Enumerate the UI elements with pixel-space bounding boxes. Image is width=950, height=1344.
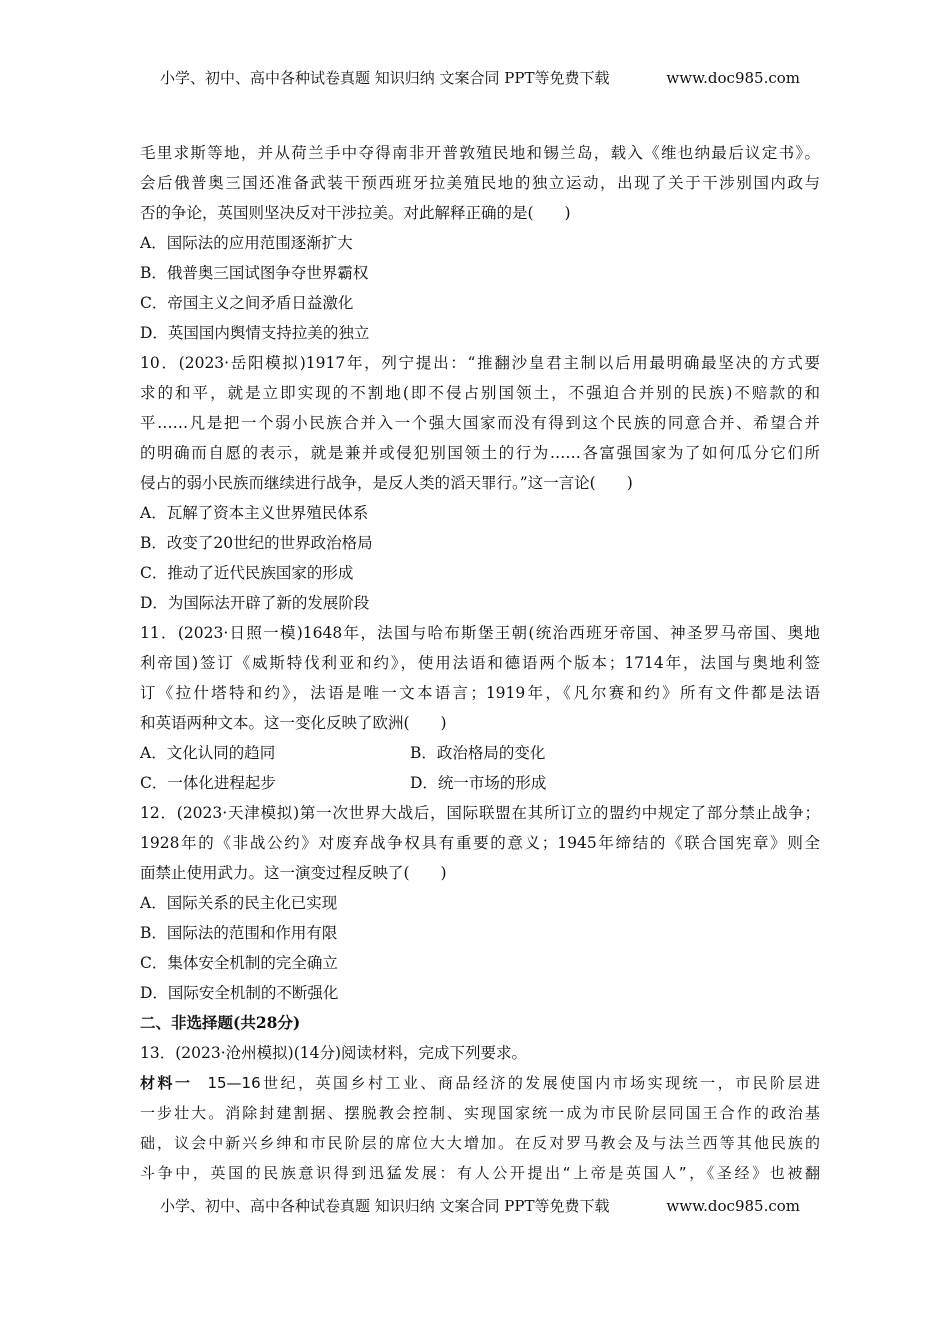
q12-line: 1928年的《非战公约》对废弃战争权具有重要的意义；1945年缔结的《联合国宪章》则全 [140, 834, 820, 852]
q13-line: 13．(2023·沧州模拟)(14分)阅读材料，完成下列要求。 [140, 1044, 528, 1062]
q11-line: 11．(2023·日照一模)1648年，法国与哈布斯堡王朝(统治西班牙帝国、神圣罗马帝国、奥地 [140, 624, 820, 642]
q10-option-c: C．推动了近代民族国家的形成 [140, 564, 354, 582]
section-title-text: 二、非选择题(共28分) [140, 1013, 301, 1032]
page-header [160, 69, 800, 87]
material-text: 15—16世纪，英国乡村工业、商品经济的发展使国内市场实现统一，市民阶层进 [207, 1074, 820, 1092]
q11-line: 和英语两种文本。这一变化反映了欧洲( ) [140, 714, 447, 732]
q9-line: 毛里求斯等地，并从荷兰手中夺得南非开普敦殖民地和锡兰岛，载入《维也纳最后议定书》。 [140, 144, 820, 162]
q10-option-b: B．改变了20世纪的世界政治格局 [140, 534, 373, 552]
q11-options-row [140, 738, 820, 768]
q11-line: 订《拉什塔特和约》，法语是唯一文本语言；1919年，《凡尔赛和约》所有文件都是法语 [140, 684, 820, 702]
q13-material-line: 斗争中，英国的民族意识得到迅猛发展：有人公开提出“上帝是英国人”，《圣经》也被翻 [140, 1164, 820, 1182]
q9-option-a: A．国际法的应用范围逐渐扩大 [140, 234, 353, 252]
q11-option-b: B．政治格局的变化 [410, 744, 546, 762]
header-text: 小学、初中、高中各种试卷真题 知识归纳 文案合同 PPT等免费下载 [160, 69, 610, 87]
q12-option-c: C．集体安全机制的完全确立 [140, 954, 338, 972]
q9-option-d: D．英国国内舆情支持拉美的独立 [140, 324, 370, 342]
q12-line: 面禁止使用武力。这一演变过程反映了( ) [140, 864, 447, 882]
q10-line: 平……凡是把一个弱小民族合并入一个强大国家而没有得到这个民族的同意合并、希望合并 [140, 414, 820, 432]
q9-option-b: B．俄普奥三国试图争夺世界霸权 [140, 264, 369, 282]
q11-options-row [140, 768, 820, 798]
q10-option-d: D．为国际法开辟了新的发展阶段 [140, 594, 370, 612]
q10-line: 的明确而自愿的表示，就是兼并或侵犯别国领土的行为……各富强国家为了如何瓜分它们所 [140, 444, 820, 462]
q9-option-c: C．帝国主义之间矛盾日益激化 [140, 294, 354, 312]
q10-option-a: A．瓦解了资本主义世界殖民体系 [140, 504, 369, 522]
page-footer [160, 1197, 800, 1215]
section-title [140, 1008, 820, 1038]
material-label: 材料一 [140, 1074, 193, 1092]
q10-line: 10．(2023·岳阳模拟)1917年，列宁提出：“推翻沙皇君主制以后用最明确最坚决的方式要 [140, 354, 820, 372]
q11-option-a: A．文化认同的趋同 [140, 744, 276, 762]
footer-text: 小学、初中、高中各种试卷真题 知识归纳 文案合同 PPT等免费下载 [160, 1197, 610, 1215]
q12-option-a: A．国际关系的民主化已实现 [140, 894, 338, 912]
q12-option-d: D．国际安全机制的不断强化 [140, 984, 339, 1002]
footer-url[interactable]: www.doc985.com [666, 1197, 800, 1215]
q13-material-line: 础，议会中新兴乡绅和市民阶层的席位大大增加。在反对罗马教会及与法兰西等其他民族的 [140, 1134, 820, 1152]
q13-material-line [140, 1068, 820, 1098]
q9-line: 会后俄普奥三国还准备武装干预西班牙拉美殖民地的独立运动，出现了关于干涉别国内政与 [140, 174, 820, 192]
q9-line: 否的争论，英国则坚决反对干涉拉美。对此解释正确的是( ) [140, 204, 571, 222]
q13-material-line: 一步壮大。消除封建割据、摆脱教会控制、实现国家统一成为市民阶层同国王合作的政治基 [140, 1104, 820, 1122]
q10-line: 侵占的弱小民族而继续进行战争，是反人类的滔天罪行。”这一言论( ) [140, 474, 633, 492]
q12-line: 12．(2023·天津模拟)第一次世界大战后，国际联盟在其所订立的盟约中规定了部分禁止战争； [140, 804, 820, 822]
q10-line: 求的和平，就是立即实现的不割地(即不侵占别国领土，不强迫合并别的民族)不赔款的和 [140, 384, 820, 402]
q12-option-b: B．国际法的范围和作用有限 [140, 924, 338, 942]
q11-option-c: C．一体化进程起步 [140, 774, 276, 792]
q11-line: 利帝国)签订《威斯特伐利亚和约》，使用法语和德语两个版本；1714年，法国与奥地利签 [140, 654, 820, 672]
header-url[interactable]: www.doc985.com [666, 69, 800, 87]
document-body [140, 138, 820, 1188]
q11-option-d: D．统一市场的形成 [410, 774, 547, 792]
